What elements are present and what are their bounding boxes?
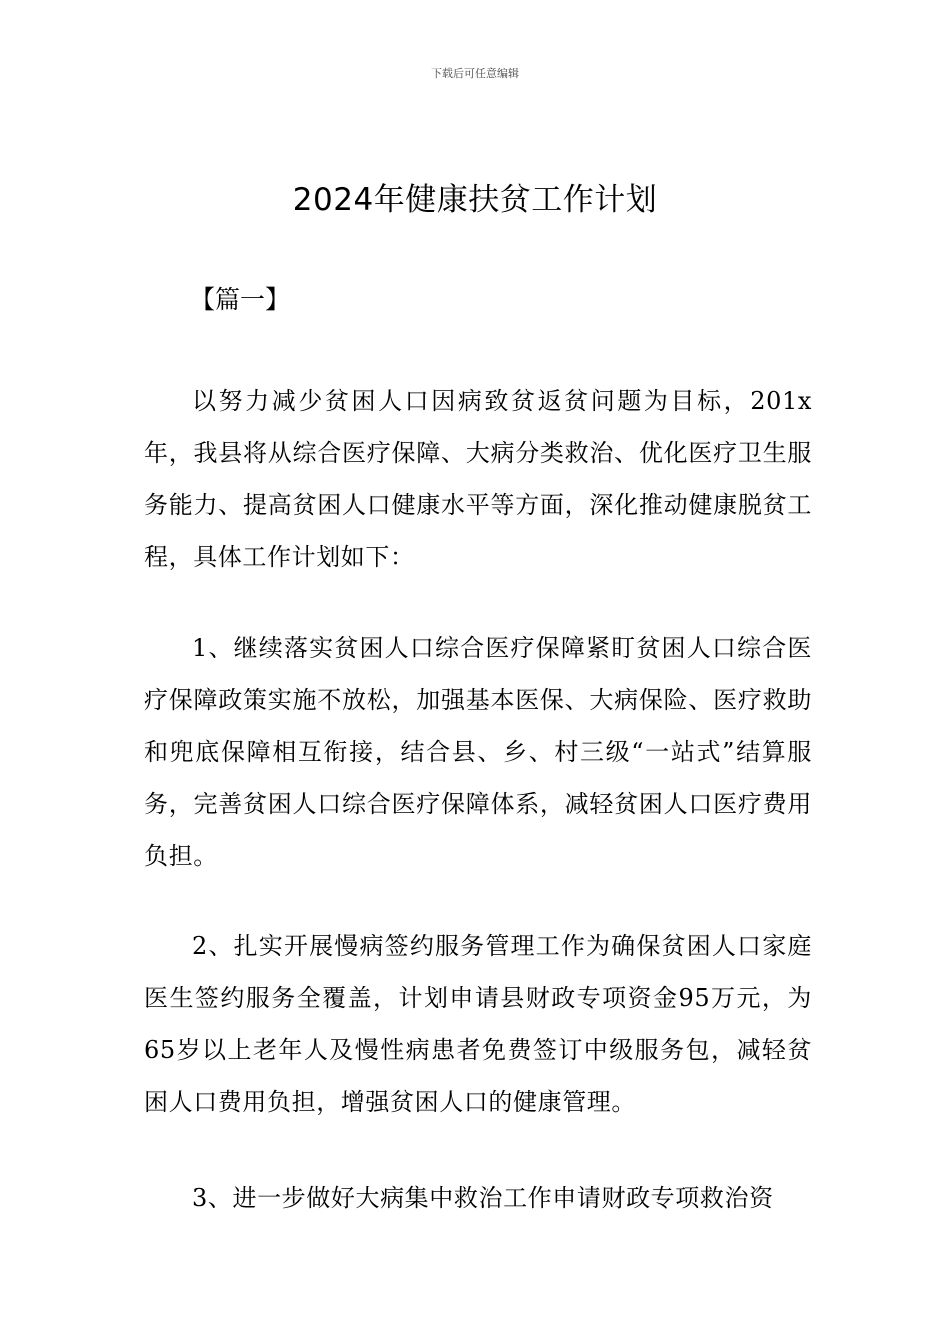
intro-paragraph: 以努力减少贫困人口因病致贫返贫问题为目标，201x年，我县将从综合医疗保障、大病分类救治、优化医疗卫生服务能力、提高贫困人口健康水平等方面，深化推动健康脱贫工程，具体工作计划如下：: [144, 387, 812, 571]
item-3-paragraph: 3、进一步做好大病集中救治工作申请财政专项救治资: [192, 1184, 774, 1212]
header-note: 下载后可任意编辑: [431, 67, 519, 80]
item-2-paragraph: 2、扎实开展慢病签约服务管理工作为确保贫困人口家庭医生签约服务全覆盖，计划申请县财政专项资金95万元，为65岁以上老年人及慢性病患者免费签订中级服务包，减轻贫困人口费用负担，增强贫困人口的健康管理。: [144, 932, 812, 1116]
document-title: 2024年健康扶贫工作计划: [292, 182, 658, 218]
item-1-paragraph: 1、继续落实贫困人口综合医疗保障紧盯贫困人口综合医疗保障政策实施不放松，加强基本医保、大病保险、医疗救助和兜底保障相互衔接，结合县、乡、村三级“一站式”结算服务，完善贫困人口综合医疗保障体系，减轻贫困人口医疗费用负担。: [144, 634, 812, 870]
section-label: 【篇一】: [190, 285, 291, 314]
